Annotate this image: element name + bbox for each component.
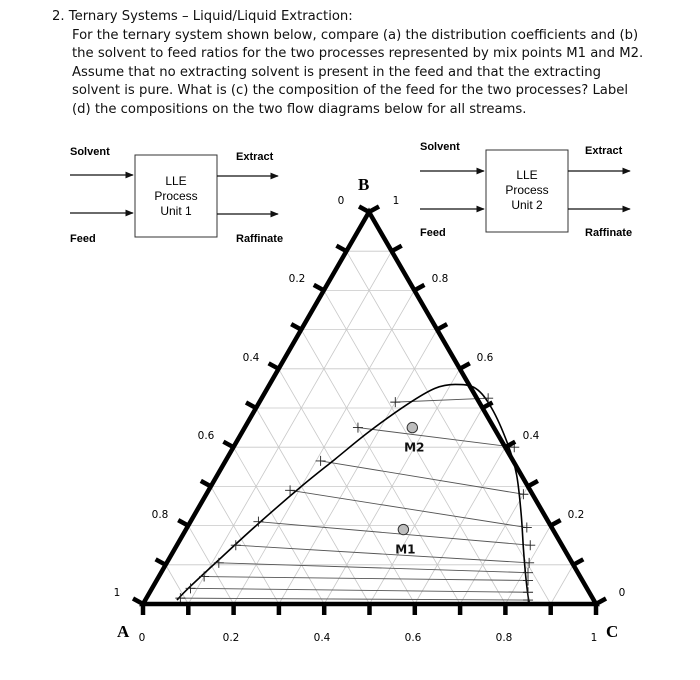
vertex-c-label: C (606, 622, 619, 641)
unit1-solvent-label: Solvent (70, 146, 110, 158)
left-tick-0.2: 0.2 (288, 273, 306, 285)
frame-tick (201, 481, 211, 487)
ternary-grid (166, 251, 574, 604)
frame-tick (291, 324, 301, 330)
grid-line (256, 408, 370, 604)
tie-line (290, 490, 527, 527)
problem-line: solvent is pure. What is (c) the composition of the feed for the two processes? Label (72, 83, 629, 98)
left-tick-0: 0 (337, 195, 345, 207)
unit2-solvent-label: Solvent (420, 141, 460, 153)
vertex-b-label: B (358, 175, 370, 194)
left-tick-0.8: 0.8 (151, 509, 169, 521)
unit1-box-line3: Unit 1 (160, 204, 192, 218)
unit2-box-line2: Process (505, 183, 549, 197)
frame-tick (437, 324, 447, 330)
flow-diagram-unit2 (420, 141, 632, 239)
mix-point-m2 (407, 422, 417, 432)
unit2-box-line3: Unit 2 (511, 198, 543, 212)
flow-diagram-unit1 (70, 146, 283, 245)
tie-endpoint-cross (523, 575, 533, 585)
mix-point-label-m2: M2 (404, 440, 425, 455)
bottom-tick-0.4: 0.4 (313, 632, 331, 644)
tie-line (219, 563, 528, 573)
tie-line (204, 577, 528, 581)
tie-line (395, 398, 488, 402)
unit1-box-line2: Process (154, 189, 198, 203)
right-tick-0.4: 0.4 (522, 430, 540, 442)
tie-line (358, 428, 514, 448)
frame-tick (178, 520, 188, 526)
right-tick-0: 0 (618, 587, 626, 599)
vertex-a-label: A (117, 622, 130, 641)
grid-line (370, 408, 483, 604)
problem-heading: 2. Ternary Systems – Liquid/Liquid Extraction: (52, 9, 353, 24)
problem-line: Assume that no extracting solvent is present in the feed and that the extracting (72, 64, 601, 80)
mix-point-m1 (398, 524, 408, 534)
tie-lines (180, 398, 530, 600)
frame-tick (156, 559, 166, 565)
frame-tick (596, 599, 606, 605)
tie-endpoint-cross (199, 572, 209, 582)
unit1-raffinate-label: Raffinate (236, 233, 284, 245)
tie-endpoint-cross (390, 397, 400, 407)
unit2-feed-label: Feed (420, 227, 446, 239)
problem-line: (d) the compositions on the two flow diagrams below for all streams. (72, 101, 527, 117)
tie-endpoint-cross (316, 456, 326, 466)
left-tick-0.6: 0.6 (197, 430, 215, 442)
bottom-tick-0.8: 0.8 (495, 632, 513, 644)
frame-tick (223, 442, 233, 448)
grid-line (346, 251, 550, 604)
frame-tick (246, 403, 256, 409)
problem-line: the solvent to feed ratios for the two processes represented by mix points M1 and M2. (72, 46, 644, 61)
ternary-diagram (114, 175, 626, 644)
problem-line: For the ternary system shown below, compare (a) the distribution coefficients and (b) (72, 27, 639, 43)
unit2-raffinate-label: Raffinate (585, 227, 633, 239)
tie-endpoint-cross (186, 583, 196, 593)
frame-tick (551, 520, 561, 526)
frame-tick (369, 207, 379, 213)
bottom-tick-1: 1 (590, 632, 598, 644)
frame-tick (336, 246, 346, 252)
right-tick-0.8: 0.8 (431, 273, 449, 285)
tie-endpoint-cross (353, 423, 363, 433)
grid-line (211, 486, 279, 604)
bottom-tick-0.6: 0.6 (404, 632, 422, 644)
frame-tick (528, 481, 538, 487)
frame-tick (392, 246, 402, 252)
right-tick-1: 1 (392, 195, 400, 207)
frame-tick (269, 363, 279, 369)
bottom-tick-0.2: 0.2 (222, 632, 240, 644)
left-tick-1: 1 (113, 587, 121, 599)
tie-endpoint-cross (175, 593, 185, 603)
frame-tick (460, 363, 470, 369)
grid-line (551, 565, 574, 604)
grid-line (460, 486, 528, 604)
tie-endpoint-cross (522, 523, 532, 533)
tie-line-endpoint-marks (175, 393, 535, 605)
unit1-feed-label: Feed (70, 233, 96, 245)
tie-endpoint-cross (525, 540, 535, 550)
frame-tick (573, 559, 583, 565)
unit1-box-line1: LLE (165, 174, 187, 188)
mix-point-label-m1: M1 (395, 542, 416, 557)
frame-tick (359, 207, 369, 213)
right-tick-0.2: 0.2 (567, 509, 585, 521)
frame-tick (133, 599, 143, 605)
binodal-curve (177, 384, 529, 602)
tie-line (321, 461, 524, 494)
frame-tick (314, 285, 324, 291)
unit1-extract-label: Extract (236, 151, 274, 163)
mix-points (395, 422, 424, 556)
bottom-tick-0: 0 (138, 632, 146, 644)
tie-endpoint-cross (253, 517, 263, 527)
unit2-box-line1: LLE (516, 168, 538, 182)
tie-endpoint-cross (214, 558, 224, 568)
left-tick-0.4: 0.4 (242, 352, 260, 364)
unit2-extract-label: Extract (585, 145, 623, 157)
frame-tick (414, 285, 424, 291)
right-tick-0.6: 0.6 (476, 352, 494, 364)
tie-line (180, 598, 528, 600)
frame-ticks (133, 207, 606, 616)
tie-endpoint-cross (524, 558, 534, 568)
